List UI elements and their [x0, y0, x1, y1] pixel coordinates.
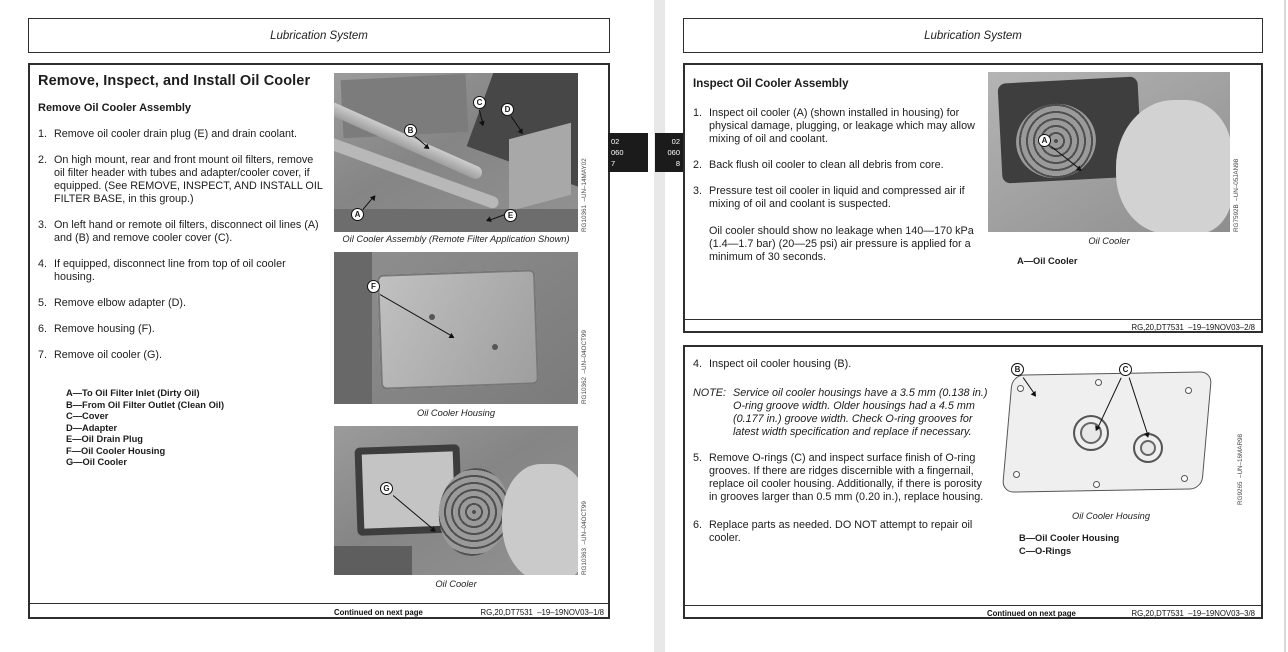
- callout-arrow-a: [362, 195, 375, 210]
- step-3: 3. On left hand or remote oil filters, disconnect oil lines (A) and (B) and remove cooler cover (C).: [38, 219, 319, 244]
- inspect-step-list: [693, 107, 991, 224]
- legend-item-g: G—Oil Cooler: [66, 457, 127, 467]
- step-6: 6. Replace parts as needed. DO NOT attempt to repair oil cooler.: [693, 519, 973, 544]
- legend-item-a: A—Oil Cooler: [1017, 256, 1078, 266]
- scan-right-edge: [1284, 0, 1286, 652]
- drawing-oring-groove-1: [1073, 415, 1109, 451]
- photo-shape: [492, 344, 498, 350]
- tab-right-line3: 8: [675, 159, 680, 168]
- drawing-bolt-hole: [1181, 475, 1188, 482]
- continued-note: Continued on next page: [987, 609, 1076, 618]
- left-footer: [334, 608, 604, 617]
- pressure-test-paragraph: Oil cooler should show no leakage when 140—170 kPa (1.4—1.7 bar) (20—25 psi) air pressure is applied for a minimum of 30 seconds.: [709, 225, 974, 263]
- figure5-callout-b: B: [1011, 363, 1024, 376]
- step-3: 3. Pressure test oil cooler in liquid and compressed air if mixing of oil and coolant is suspected.: [693, 185, 965, 210]
- step-1: 1. Inspect oil cooler (A) (shown installed in housing) for physical damage, plugging, or leakage which may allow mixing of oil and coolant.: [693, 107, 975, 145]
- figure1-callout-e: E: [504, 209, 517, 222]
- left-step-list: [38, 128, 323, 375]
- photo-shape: [502, 464, 578, 575]
- figure2-caption: Oil Cooler Housing: [416, 408, 496, 418]
- figure5-image-code: RG9265 –UN–16MAR98: [1237, 433, 1244, 505]
- figure1-callout-a: A: [351, 208, 364, 221]
- figure1-image-code: RG10361 –UN–14MAY02: [581, 158, 588, 232]
- housing-step-list: [693, 358, 993, 558]
- left-running-header: Lubrication System: [270, 29, 368, 42]
- figure2-callout-f: F: [367, 280, 380, 293]
- left-section-title: Remove, Inspect, and Install Oil Cooler: [38, 73, 311, 89]
- note-text: Service oil cooler housings have a 3.5 mm (0.138 in.) O-ring groove width. Older housings had a 4.5 mm (0.177 in.) groove width. Check O-ring grooves for latest width specification and replace if necessary.: [733, 387, 988, 438]
- step-1: 1. Remove oil cooler drain plug (E) and drain coolant.: [38, 128, 298, 140]
- figure4-image-code: RG7592B –UN–05JAN98: [1233, 158, 1240, 232]
- figure1-callout-d: D: [501, 103, 514, 116]
- photo-shape: [334, 252, 372, 404]
- step-4: 4. Inspect oil cooler housing (B).: [693, 358, 852, 370]
- drawing-bolt-hole: [1095, 379, 1102, 386]
- figure5-legend: [1019, 532, 1119, 558]
- legend-item-c: C—Cover: [66, 411, 109, 421]
- legend-item-c: C—O-Rings: [1019, 546, 1072, 556]
- photo-shape: [509, 123, 571, 212]
- page-gutter: [654, 0, 665, 652]
- step-5: 5. Remove elbow adapter (D).: [38, 297, 187, 309]
- photo-shape: [1116, 100, 1230, 232]
- figure1-callout-c: C: [473, 96, 486, 109]
- spine-tab-left: [608, 133, 648, 172]
- drawing-bolt-hole: [1017, 385, 1024, 392]
- figure4-callout-a: A: [1038, 134, 1051, 147]
- figure1-caption: Oil Cooler Assembly (Remote Filter Application Shown): [342, 234, 570, 244]
- figure3-caption: Oil Cooler: [435, 579, 477, 589]
- photo-shape: [429, 314, 435, 320]
- step-5: 5. Remove O-rings (C) and inspect surface finish of O-ring grooves. If there are ridges discernible with a fingernail, replace oil cooler housing. Additionally, if there is porosity in grooves larger than 0.5 mm (0.20 in.), replace housing.: [693, 452, 984, 503]
- figure-oil-cooler-assembly-photo: [334, 73, 578, 232]
- tab-left-line1: 02: [611, 137, 620, 146]
- tab-left-line2: 060: [611, 148, 624, 157]
- inspect-section-title: Inspect Oil Cooler Assembly: [693, 78, 849, 90]
- left-section-box: [28, 63, 610, 619]
- drawing-bolt-hole: [1093, 481, 1100, 488]
- figure1-callout-b: B: [404, 124, 417, 137]
- left-section-subtitle: Remove Oil Cooler Assembly: [38, 102, 192, 114]
- photo-shape: [334, 546, 412, 575]
- tab-left-line3: 7: [611, 159, 616, 168]
- step-7: 7. Remove oil cooler (G).: [38, 349, 163, 361]
- figure-oil-cooler-housing-photo: [334, 252, 578, 404]
- figure5-callout-c: C: [1119, 363, 1132, 376]
- tab-right-line2: 060: [667, 148, 680, 157]
- note-block: [693, 387, 993, 439]
- legend-item-e: E—Oil Drain Plug: [66, 434, 143, 444]
- figure5-caption: Oil Cooler Housing: [1071, 511, 1151, 521]
- right-bottom-section-box: [683, 345, 1263, 619]
- legend-item-b: B—Oil Cooler Housing: [1019, 533, 1120, 543]
- legend-item-d: D—Adapter: [66, 422, 118, 433]
- photo-shape: [377, 269, 539, 389]
- continued-note: Continued on next page: [334, 608, 423, 617]
- note-label: NOTE:: [693, 387, 726, 399]
- right-bottom-footer-rule: [685, 605, 1261, 606]
- figure4-legend: [1017, 255, 1077, 268]
- right-bottom-footer: [987, 609, 1255, 618]
- figure2-image-code: RG10362 –UN–04OCT99: [581, 330, 588, 404]
- figure3-image-code: RG10363 –UN–04OCT99: [581, 501, 588, 575]
- right-top-section-box: [683, 63, 1263, 333]
- left-section-code: RG,20,DT7531 –19–19NOV03–1/8: [480, 608, 604, 617]
- right-top-footer-rule: [685, 319, 1261, 320]
- drawing-bolt-hole: [1185, 387, 1192, 394]
- figure3-callout-g: G: [380, 482, 393, 495]
- drawing-bolt-hole: [1013, 471, 1020, 478]
- step-4: 4. If equipped, disconnect line from top of oil cooler housing.: [38, 258, 286, 283]
- step-2: 2. Back flush oil cooler to clean all debris from core.: [693, 159, 944, 171]
- figure4-caption: Oil Cooler: [1088, 236, 1130, 246]
- right-bottom-section-code: RG,20,DT7531 –19–19NOV03–3/8: [1131, 609, 1255, 618]
- left-callout-legend: [66, 388, 224, 469]
- legend-item-b: B—From Oil Filter Outlet (Clean Oil): [66, 399, 225, 410]
- figure-oil-cooler-photo: [334, 426, 578, 575]
- photo-shape: [334, 209, 578, 232]
- right-running-header-box: [683, 18, 1263, 53]
- legend-item-a: A—To Oil Filter Inlet (Dirty Oil): [66, 388, 200, 398]
- step-2: 2. On high mount, rear and front mount oil filters, remove oil filter header with tubes and adapter/cooler cover, if equipped. (See REMOVE, INSPECT, AND INSTALL OIL FILTER BASE, in this group.): [38, 154, 323, 205]
- tab-right-line1: 02: [671, 137, 680, 146]
- figure-oil-cooler-installed-photo: [988, 72, 1230, 232]
- figure-oil-cooler-housing-drawing: [995, 355, 1227, 505]
- right-top-section-code: RG,20,DT7531 –19–19NOV03–2/8: [1131, 323, 1255, 332]
- right-top-footer: [989, 323, 1255, 332]
- step-6: 6. Remove housing (F).: [38, 323, 155, 335]
- left-footer-rule: [30, 603, 608, 604]
- legend-item-f: F—Oil Cooler Housing: [66, 445, 166, 456]
- right-running-header: Lubrication System: [924, 29, 1022, 42]
- spine-tab-right: [655, 133, 683, 172]
- left-running-header-box: [28, 18, 610, 53]
